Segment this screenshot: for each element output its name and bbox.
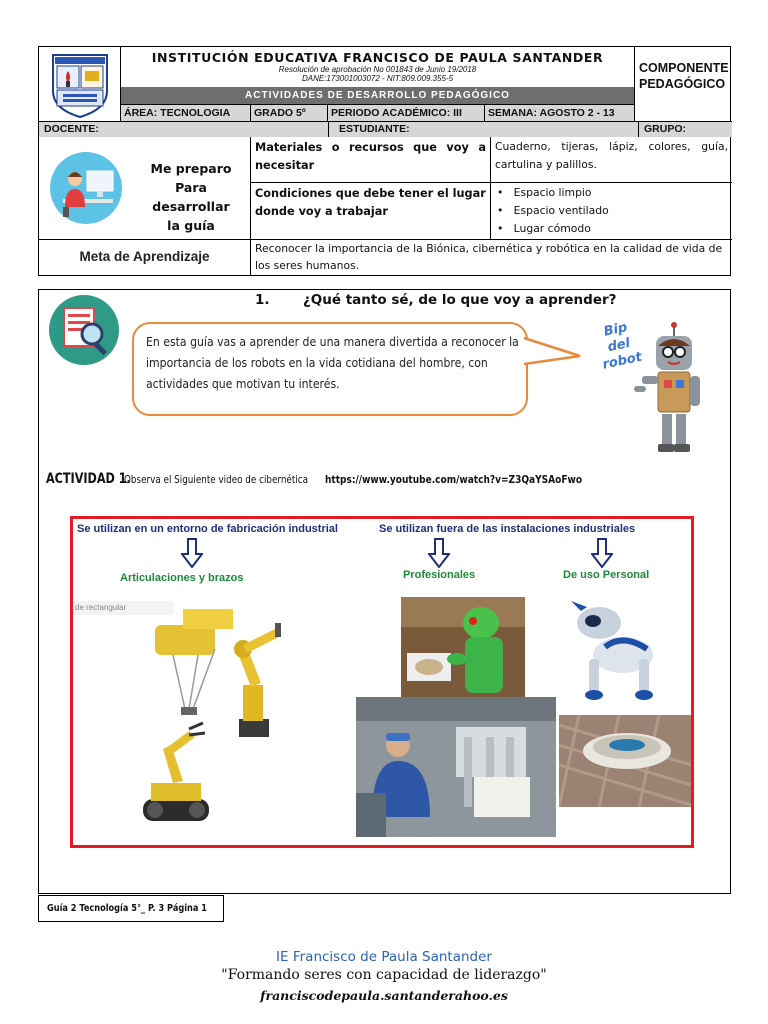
prepare-title-line-2: Para desarrollar — [152, 180, 230, 214]
prepare-title — [135, 159, 247, 235]
arrow-down-icon — [428, 538, 450, 568]
teacher-field[interactable]: DOCENTE: — [39, 122, 329, 137]
goal-label: Meta de Aprendizaje — [39, 239, 251, 276]
condition-text: Espacio limpio — [513, 186, 592, 199]
category-personal: De uso Personal — [563, 569, 650, 581]
robot-word-1: Bip — [602, 320, 629, 340]
conditions-label-cell — [251, 183, 491, 239]
prepare-title-line-3: la guía — [167, 218, 215, 233]
robot-mascot-icon — [634, 322, 716, 456]
condition-item: • Espacio ventilado — [497, 204, 609, 217]
institution-title-block — [121, 47, 634, 87]
arrow-down-icon — [591, 538, 613, 568]
footer-school: IE Francisco de Paula Santander — [276, 949, 492, 965]
materials-label: Materiales o recursos que voy a necesitar — [255, 141, 486, 172]
footer-motto: "Formando seres con capacidad de liderazgo" — [221, 967, 547, 983]
student-field[interactable]: ESTUDIANTE: — [329, 122, 639, 137]
area-cell: ÁREA: TECNOLOGIA — [121, 105, 251, 121]
activity-line — [46, 470, 638, 488]
section-title: ¿Qué tanto sé, de lo que voy a aprender? — [302, 292, 617, 308]
surgical-robot-photo — [356, 697, 556, 837]
component-label — [634, 47, 732, 121]
condition-text: Espacio ventilado — [513, 204, 609, 217]
professional-robot-photo — [401, 597, 525, 697]
goal-value-cell — [251, 239, 732, 276]
condition-item: • Lugar cómodo — [497, 222, 591, 235]
robot-word-3: robot — [601, 349, 644, 373]
industrial-robot-arms-image — [143, 599, 363, 839]
footer-website[interactable]: franciscodepaula.santanderahoo.es — [260, 988, 508, 1003]
conditions-label: Condiciones que debe tener el lugar donde voy a trabajar — [255, 187, 486, 218]
condition-text: Lugar cómodo — [513, 222, 591, 235]
video-link[interactable]: https://www.youtube.com/watch?v=Z3QaYSAoFwo — [324, 473, 582, 486]
section-number: 1. — [255, 292, 270, 308]
magnifier-document-icon — [48, 294, 120, 366]
category-arms: Articulaciones y brazos — [120, 572, 244, 584]
robots-collage — [70, 516, 694, 848]
info-row — [121, 104, 634, 121]
goal-value: Reconocer la importancia de la Biónica, cibernética y robótica en la calidad de vida de los seres humanos. — [255, 242, 723, 272]
component-line-2: PEDAGÓGICO — [639, 77, 726, 91]
materials-value-cell — [491, 137, 732, 183]
school-logo — [39, 47, 121, 121]
institution-name: INSTITUCIÓN EDUCATIVA FRANCISCO DE PAULA SANTANDER — [151, 50, 604, 65]
prepare-title-line-1: Me preparo — [150, 161, 232, 176]
activity-label: ACTIVIDAD 1. — [46, 471, 131, 487]
materials-label-cell — [251, 137, 491, 183]
group-field[interactable]: GRUPO: — [644, 123, 686, 135]
robot-word-2: del — [606, 335, 632, 356]
teacher-row — [39, 121, 732, 137]
week-cell: SEMANA: AGOSTO 2 - 13 — [488, 107, 615, 119]
activity-text: Observa el Siguiente video de cibernética — [124, 473, 309, 486]
bubble-tail — [524, 334, 584, 370]
arrow-down-icon — [181, 538, 203, 568]
section-heading — [255, 292, 616, 308]
period-cell: PERIODO ACADÉMICO: III — [328, 105, 485, 121]
dane-text: DANE:173001003072 - NIT:809.009.355-5 — [301, 74, 454, 83]
resolution-text: Resolución de aprobación No 001843 de Junio 19/2018 — [278, 65, 477, 74]
category-professional: Profesionales — [403, 569, 476, 581]
heading-non-industrial: Se utilizan fuera de las instalaciones industriales — [379, 523, 636, 535]
condition-item: • Espacio limpio — [497, 186, 592, 199]
header-table — [38, 46, 731, 137]
bubble-text: En esta guía vas a aprender de una manera divertida a reconocer la importancia de los robots en la vida cotidiana del hombre, con actividades que motivan tu interés. — [146, 334, 519, 391]
page-label-text: Guía 2 Tecnología 5°_ P. 3 Página 1 — [47, 903, 207, 914]
conditions-list — [491, 183, 732, 239]
stray-label: de rectangular — [73, 601, 173, 615]
student-desk-icon — [49, 151, 123, 225]
preparation-table — [38, 137, 731, 276]
prepare-cell — [39, 137, 251, 239]
grade-cell: GRADO 5º — [251, 105, 328, 121]
materials-value: Cuaderno, tijeras, lápiz, colores, guía, cartulina y palillos. — [495, 140, 728, 171]
heading-industrial: Se utilizan en un entorno de fabricación industrial — [77, 523, 338, 535]
robot-vacuum-photo — [559, 715, 691, 807]
component-line-1: COMPONENTE — [639, 61, 729, 75]
page-label — [38, 895, 224, 922]
robot-dog-image — [553, 597, 673, 705]
activities-bar: ACTIVIDADES DE DESARROLLO PEDAGÓGICO — [121, 87, 634, 104]
